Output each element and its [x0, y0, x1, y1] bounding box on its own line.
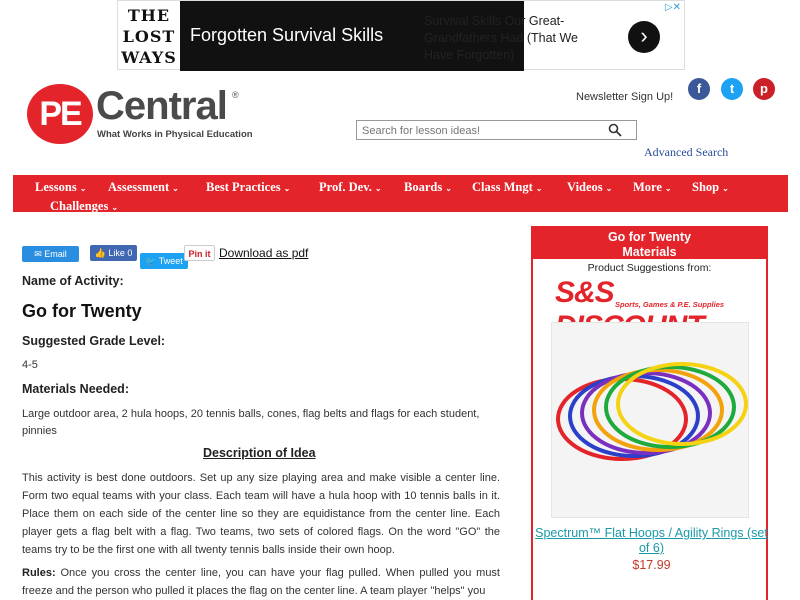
chevron-down-icon: ⌄	[535, 184, 543, 193]
nav-assessment[interactable]: Assessment ⌄	[108, 180, 179, 194]
facebook-icon[interactable]: f	[688, 78, 710, 100]
materials-label: Materials Needed:	[22, 382, 129, 396]
chevron-down-icon: ⌄	[172, 184, 179, 193]
activity-title: Go for Twenty	[22, 301, 142, 321]
nav-lessons[interactable]: Lessons ⌄	[35, 180, 87, 194]
grade-value: 4-5	[22, 359, 38, 371]
hoop-ring	[582, 373, 710, 453]
search-icon[interactable]	[608, 123, 622, 137]
nav-class-mngt[interactable]: Class Mngt ⌄	[472, 180, 543, 194]
ad-logo-line: WAYS	[121, 48, 177, 67]
ad-logo-line: LOST	[122, 27, 176, 46]
nav-more[interactable]: More ⌄	[633, 180, 672, 194]
ad-headline: Forgotten Survival Skills	[180, 1, 524, 71]
main-nav	[13, 175, 788, 212]
sns-discount-logo[interactable]: S&S	[555, 276, 614, 309]
pinterest-icon[interactable]: p	[753, 78, 775, 100]
sns-tagline: Sports, Games & P.E. Supplies	[615, 300, 725, 309]
product-image[interactable]	[551, 322, 749, 518]
chevron-down-icon: ⌄	[79, 184, 87, 193]
facebook-like-button[interactable]: 👍 Like 0	[90, 245, 137, 261]
chevron-down-icon: ⌄	[111, 203, 119, 212]
hoops-image	[552, 323, 750, 519]
ad-logo	[118, 1, 180, 71]
product-link[interactable]: Spectrum™ Flat Hoops / Agility Rings (set of 6)	[535, 526, 768, 555]
ad-text: Survival Skills Our Great-Grandfathers Had (That We Have Forgotten)	[424, 14, 579, 62]
sidebar-title: Materials	[622, 245, 677, 259]
rules-body: Once you cross the center line, you can have your flag pulled. When pulled you must freeze and the person who pulled it places the flag on the center line. A team player "helps" you	[22, 567, 500, 597]
chevron-down-icon: ⌄	[283, 184, 291, 193]
search-box	[356, 120, 637, 140]
pe-logo-word[interactable]: Central	[96, 84, 227, 128]
search-input[interactable]	[357, 122, 597, 140]
logo-registered: ®	[232, 90, 239, 100]
pin-it-button[interactable]: Pin it	[184, 245, 215, 261]
sidebar-subtitle: Product Suggestions from:	[587, 262, 712, 274]
download-pdf-link[interactable]: Download as pdf	[219, 246, 309, 260]
chevron-down-icon: ⌄	[374, 184, 382, 193]
hoop-ring	[606, 367, 734, 447]
logo-tagline: What Works in Physical Education	[97, 129, 253, 140]
chevron-down-icon: ⌄	[664, 184, 672, 193]
hoop-ring	[594, 370, 722, 450]
twitter-icon[interactable]: t	[721, 78, 743, 100]
product-price: $17.99	[632, 558, 671, 572]
chevron-down-icon: ⌄	[605, 184, 613, 193]
description-text: This activity is best done outdoors. Set up any size playing area and make visible a center line. Form two equal teams with your class. Each team will have a hula hoop with 10 tennis balls in it. Place them on each side of the center line so they are equidistance from the center line. Each player gets a flag belt with a flag. Two teams, two sets of colored flags. On the word "GO" the teams try to be the first one with all twenty tennis balls inside their own hoop.	[22, 472, 500, 556]
nav-challenges[interactable]: Challenges ⌄	[50, 199, 119, 213]
advanced-search-link[interactable]: Advanced Search	[644, 145, 729, 159]
newsletter-link[interactable]: Newsletter Sign Up!	[576, 91, 674, 103]
sidebar-title: Go for Twenty	[607, 230, 692, 244]
nav-best-practices[interactable]: Best Practices ⌄	[206, 180, 291, 194]
sidebar-header	[533, 228, 766, 259]
rules-label: Rules:	[22, 567, 56, 579]
pe-logo-mark[interactable]: PE	[27, 84, 93, 144]
rules-text	[22, 564, 500, 600]
chevron-down-icon: ⌄	[722, 184, 729, 193]
materials-value: Large outdoor area, 2 hula hoops, 20 tennis balls, cones, flag belts and flags for each student, pinnies	[22, 408, 480, 437]
tweet-button[interactable]: 🐦 Tweet	[140, 253, 188, 269]
description-heading: Description of Idea	[203, 446, 316, 460]
ad-choices-icon[interactable]: ▷✕	[664, 2, 681, 13]
email-share-button[interactable]: ✉ Email	[22, 246, 79, 262]
ad-logo-line: THE	[127, 6, 171, 25]
nav-videos[interactable]: Videos ⌄	[567, 180, 613, 194]
materials-sidebar	[531, 226, 768, 600]
name-label: Name of Activity:	[22, 274, 124, 288]
chevron-down-icon: ⌄	[445, 184, 452, 193]
grade-label: Suggested Grade Level:	[22, 334, 166, 348]
ad-arrow-button[interactable]: ›	[628, 21, 660, 53]
nav-boards[interactable]: Boards ⌄	[404, 180, 452, 194]
ad-banner[interactable]	[117, 0, 685, 70]
nav-shop[interactable]: Shop ⌄	[692, 180, 729, 194]
nav-prof-dev[interactable]: Prof. Dev. ⌄	[319, 180, 382, 194]
